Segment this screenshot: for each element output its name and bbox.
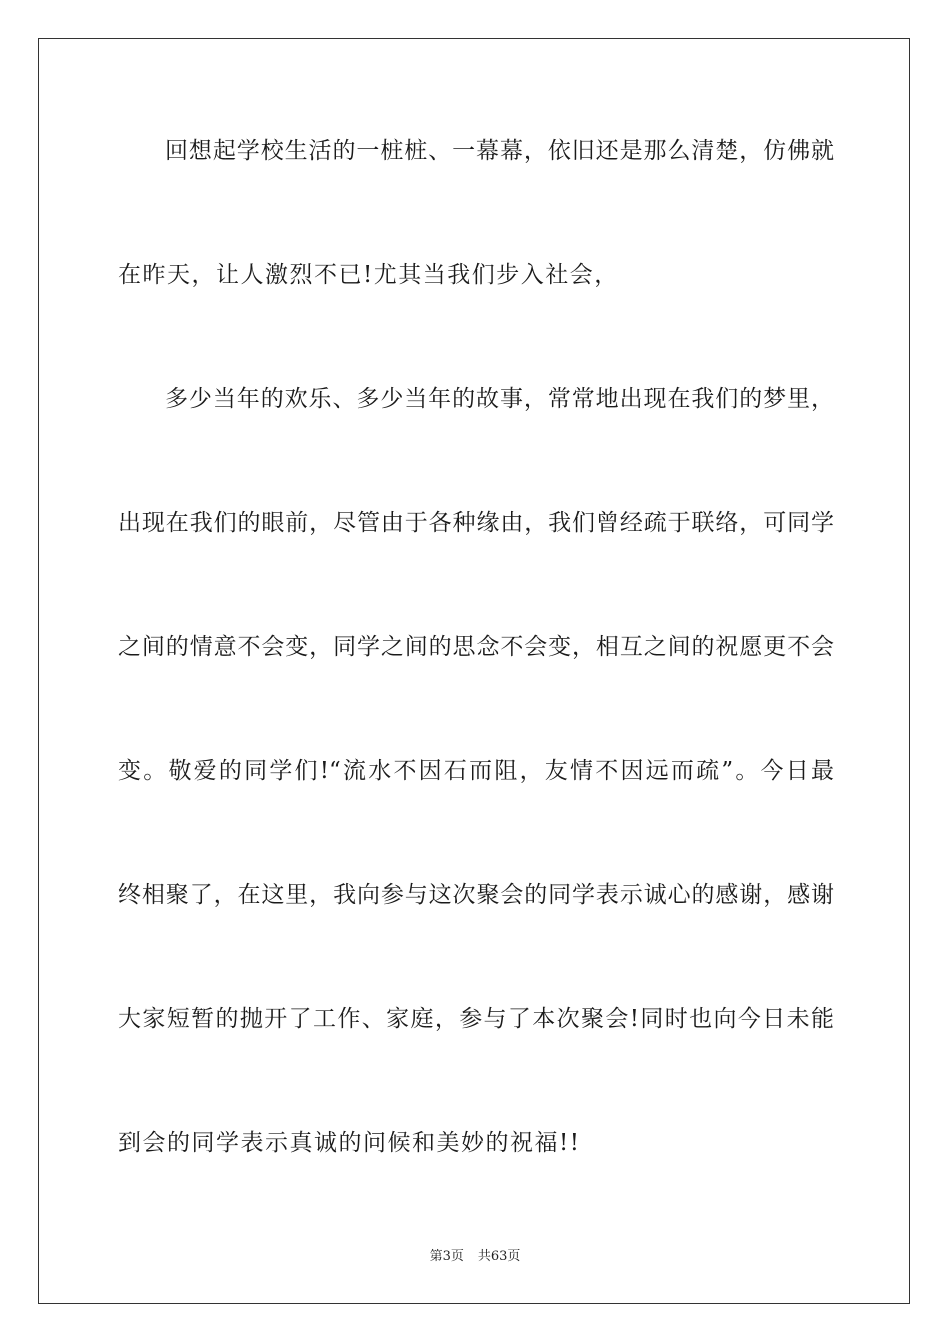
paragraph-line: 出现在我们的眼前，尽管由于各种缘由，我们曾经疏于联络，可同学 [118, 510, 834, 536]
paragraph-line: 回想起学校生活的一桩桩、一幕幕，依旧还是那么清楚，仿佛就 [165, 138, 834, 164]
paragraph-line: 之间的情意不会变，同学之间的思念不会变，相互之间的祝愿更不会 [118, 634, 834, 660]
page-footer [0, 1248, 950, 1266]
page-border [38, 38, 910, 1304]
paragraph-line: 大家短暂的抛开了工作、家庭，参与了本次聚会!同时也向今日未能 [118, 1006, 834, 1032]
paragraph-line: 多少当年的欢乐、多少当年的故事，常常地出现在我们的梦里， [165, 386, 834, 412]
page-number: 第3页 [429, 1249, 464, 1264]
paragraph-line: 在昨天，让人激烈不已!尤其当我们步入社会， [118, 262, 619, 288]
paragraph-line: 终相聚了，在这里，我向参与这次聚会的同学表示诚心的感谢，感谢 [118, 882, 834, 908]
paragraph-line: 变。敬爱的同学们!“流水不因石而阻，友情不因远而疏”。今日最 [118, 758, 834, 784]
page-total: 共63页 [477, 1249, 521, 1264]
paragraph-line: 到会的同学表示真诚的问候和美妙的祝福!! [118, 1130, 581, 1156]
